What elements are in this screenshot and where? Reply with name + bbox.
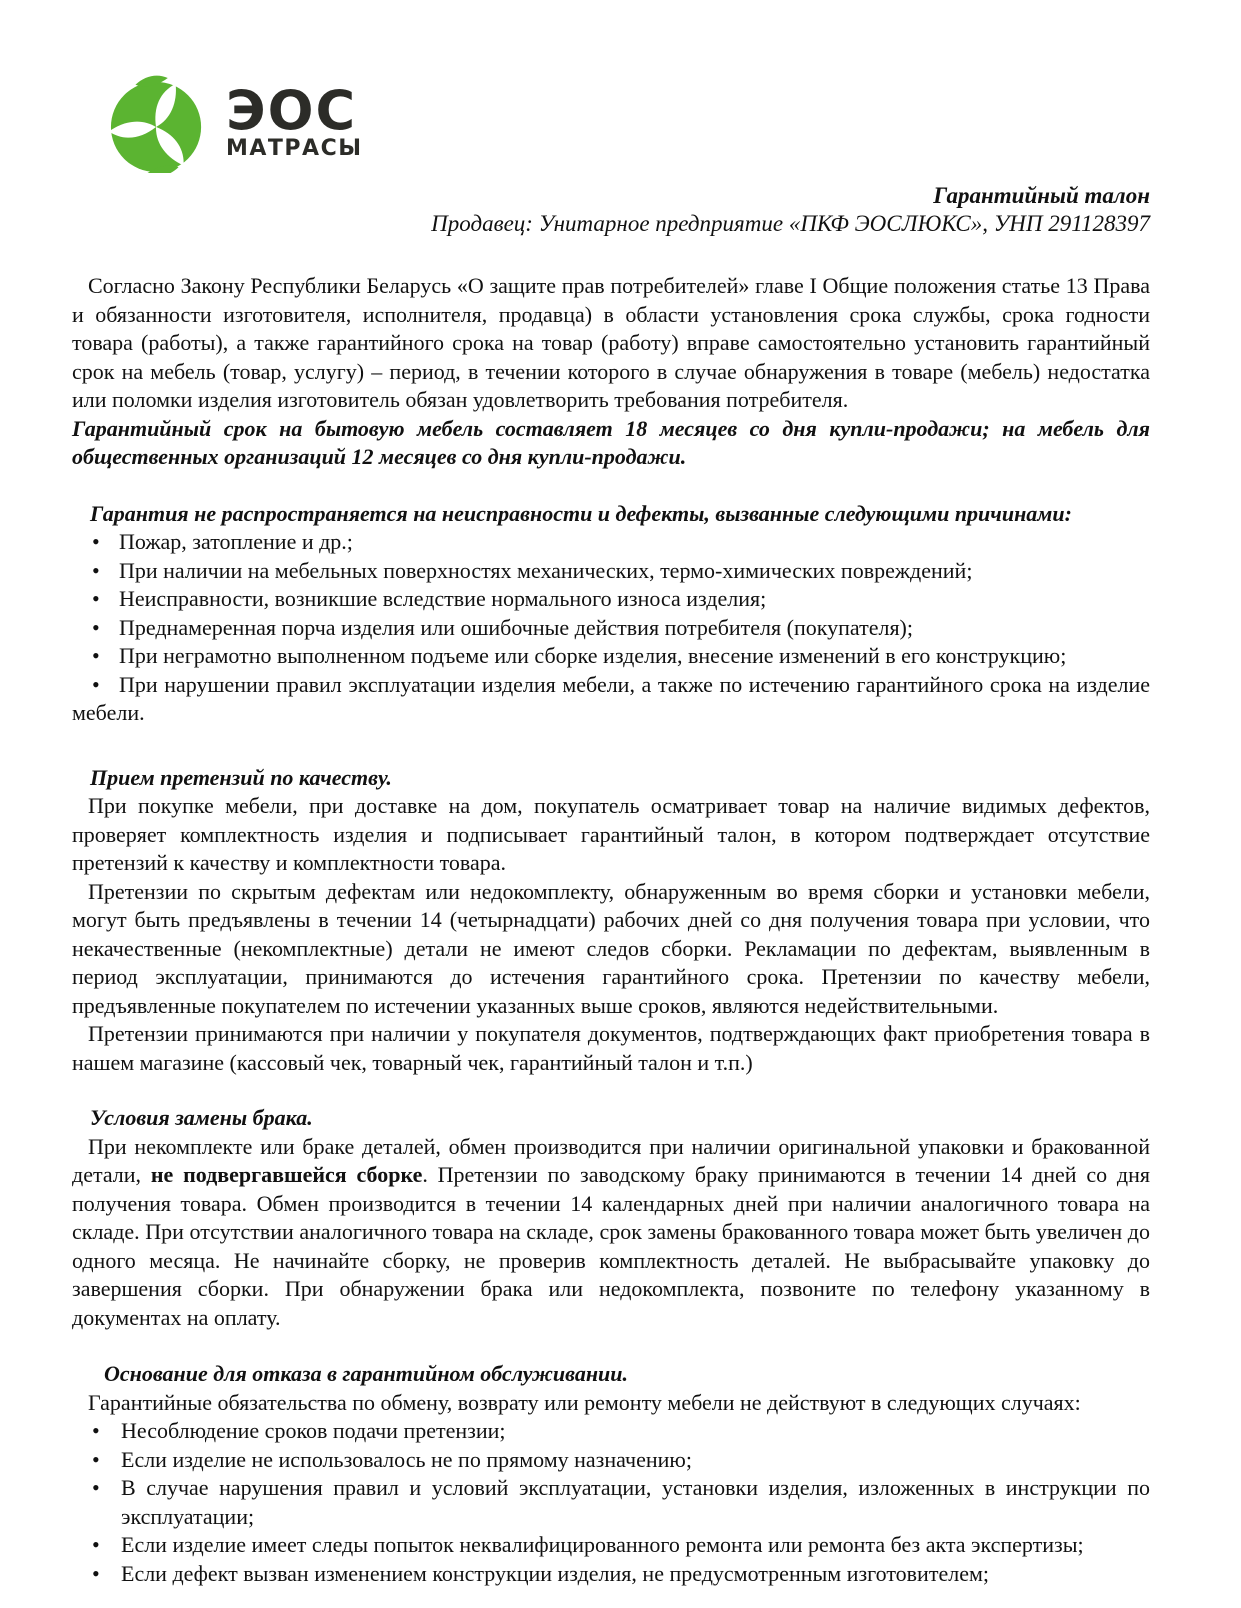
list-item bbox=[72, 1531, 1150, 1560]
list-item-text: При нарушении правил эксплуатации изделия мебели, а также по истечению гарантийного срока на изделие мебели. bbox=[72, 671, 1150, 725]
list-item-text: Преднамеренная порча изделия или ошибочные действия потребителя (покупателя); bbox=[119, 614, 913, 640]
brand-text bbox=[226, 79, 363, 162]
list-item bbox=[72, 614, 1150, 643]
bullet-icon: • bbox=[92, 586, 100, 611]
claims-paragraph-2: Претензии по скрытым дефектам или недокомплекту, обнаруженным во время сборки и установки мебели, могут быть предъявлены в течении 14 (четырнадцати) рабочих дней со дня получения товара при условии, что некачественные (некомплектные) детали не имеют следов сборки. Рекламации по дефектам, выявленным в период эксплуатации, принимаются до истечения гарантийного срока. Претензии по качеству мебели, предъявленные покупателем по истечении указанных выше сроков, являются недействительными. bbox=[72, 878, 1150, 1018]
replacement-text-pre: При некомплекте или браке деталей, обмен производится при наличии оригинальной упаковки и бракованной детали, bbox=[72, 1133, 1150, 1187]
brand-subtitle: МАТРАСЫ bbox=[226, 136, 363, 161]
list-item-text: При неграмотно выполненном подъеме или сборке изделия, внесение изменений в его конструкцию; bbox=[119, 643, 1067, 668]
list-item-text: Если изделие не использовалось не по прямому назначению; bbox=[121, 1446, 692, 1472]
list-item-text: Неисправности, возникшие вследствие нормального износа изделия; bbox=[119, 586, 767, 611]
bullet-icon: • bbox=[92, 1418, 100, 1443]
bullet-icon: • bbox=[92, 671, 100, 697]
warranty-term-note: Гарантийный срок на бытовую мебель составляет 18 месяцев со дня купли-продажи; на мебель для общественных организаций 12 месяцев со дня купли-продажи. bbox=[72, 415, 1150, 469]
list-item bbox=[72, 671, 1150, 728]
list-item-text: Если дефект вызван изменением конструкции изделия, не предусмотренным изготовителем; bbox=[121, 1560, 989, 1586]
list-item-text: В случае нарушения правил и условий эксплуатации, установки изделия, изложенных в инструкции по эксплуатации; bbox=[121, 1475, 1150, 1529]
bullet-icon: • bbox=[92, 1475, 100, 1500]
list-item-text: Пожар, затопление и др.; bbox=[119, 529, 353, 554]
section-heading-replacement: Условия замены брака. bbox=[90, 1105, 313, 1130]
bullet-icon: • bbox=[92, 1560, 100, 1586]
section-heading-claims: Прием претензий по качеству. bbox=[90, 764, 392, 790]
list-item bbox=[72, 585, 1150, 614]
brand-logo bbox=[108, 74, 1150, 174]
replacement-text-post: . Претензии по заводскому браку принимаются в течении 14 дней со дня получения товара. Обмен производится в течении 14 календарных дней при наличии аналогичного товара на складе. При отсутствии аналогичного товара на складе, срок замены бракованного товара может быть увеличен до одного месяца. Не начинайте сборку, не проверив комплектность деталей. Не выбрасывайте упаковку до завершения сборки. При обнаружении брака или недокомплекта, позвоните по телефону указанному в документах на оплату. bbox=[72, 1162, 1150, 1330]
list-item-text: Если изделие имеет следы попыток неквалифицированного ремонта или ремонта без акта экспертизы; bbox=[121, 1532, 1084, 1557]
list-item bbox=[72, 642, 1150, 671]
claims-paragraph-1: При покупке мебели, при доставке на дом, покупатель осматривает товар на наличие видимых дефектов, проверяет комплектность изделия и подписывает гарантийный талон, в котором подтверждает отсутствие претензий к качеству и комплектности товара. bbox=[72, 793, 1150, 875]
refusal-list bbox=[72, 1417, 1150, 1588]
list-item bbox=[72, 1560, 1150, 1589]
list-item-text: При наличии на мебельных поверхностях механических, термо-химических повреждений; bbox=[119, 557, 973, 583]
bullet-icon: • bbox=[92, 643, 100, 668]
list-item-text: Несоблюдение сроков подачи претензии; bbox=[121, 1418, 506, 1443]
document-title: Гарантийный талон bbox=[933, 183, 1150, 208]
list-item bbox=[72, 1417, 1150, 1446]
claims-paragraph-3: Претензии принимаются при наличии у покупателя документов, подтверждающих факт приобретения товара в нашем магазине (кассовый чек, товарный чек, гарантийный талон и т.п.) bbox=[72, 1021, 1150, 1075]
refusal-intro: Гарантийные обязательства по обмену, возврату или ремонту мебели не действуют в следующих случаях: bbox=[88, 1389, 1081, 1415]
replacement-paragraph bbox=[72, 1133, 1150, 1333]
section-heading-exclusions: Гарантия не распространяется на неисправности и дефекты, вызванные следующими причинами: bbox=[90, 500, 1072, 526]
section-heading-refusal: Основание для отказа в гарантийном обслуживании. bbox=[104, 1361, 629, 1386]
intro-paragraph: Согласно Закону Республики Беларусь «О защите прав потребителей» главе I Общие положения статье 13 Права и обязанности изготовителя, исполнителя, продавца) в области установления срока службы, срока годности товара (работы), а также гарантийного срока на товар (работу) вправе самостоятельно установить гарантийный срок на мебель (товар, услугу) – период, в течении которого в случае обнаружения в товаре (мебель) недостатка или поломки изделия изготовитель обязан удовлетворить требования потребителя. bbox=[72, 273, 1150, 412]
brand-name: ЭОС bbox=[226, 79, 358, 142]
exclusions-list bbox=[72, 528, 1150, 728]
bullet-icon: • bbox=[92, 557, 100, 583]
list-item bbox=[72, 528, 1150, 557]
list-item bbox=[72, 557, 1150, 586]
bullet-icon: • bbox=[92, 529, 100, 554]
bullet-icon: • bbox=[92, 1532, 100, 1557]
list-item bbox=[72, 1446, 1150, 1475]
replacement-text-bold: не подвергавшейся сборке bbox=[150, 1162, 423, 1187]
list-item bbox=[72, 1474, 1150, 1531]
bullet-icon: • bbox=[92, 614, 100, 640]
bullet-icon: • bbox=[92, 1446, 100, 1472]
seller-line: Продавец: Унитарное предприятие «ПКФ ЭОСЛЮКС», УНП 291128397 bbox=[431, 211, 1150, 236]
leaf-trefoil-icon bbox=[108, 75, 206, 173]
document-header bbox=[72, 182, 1150, 238]
